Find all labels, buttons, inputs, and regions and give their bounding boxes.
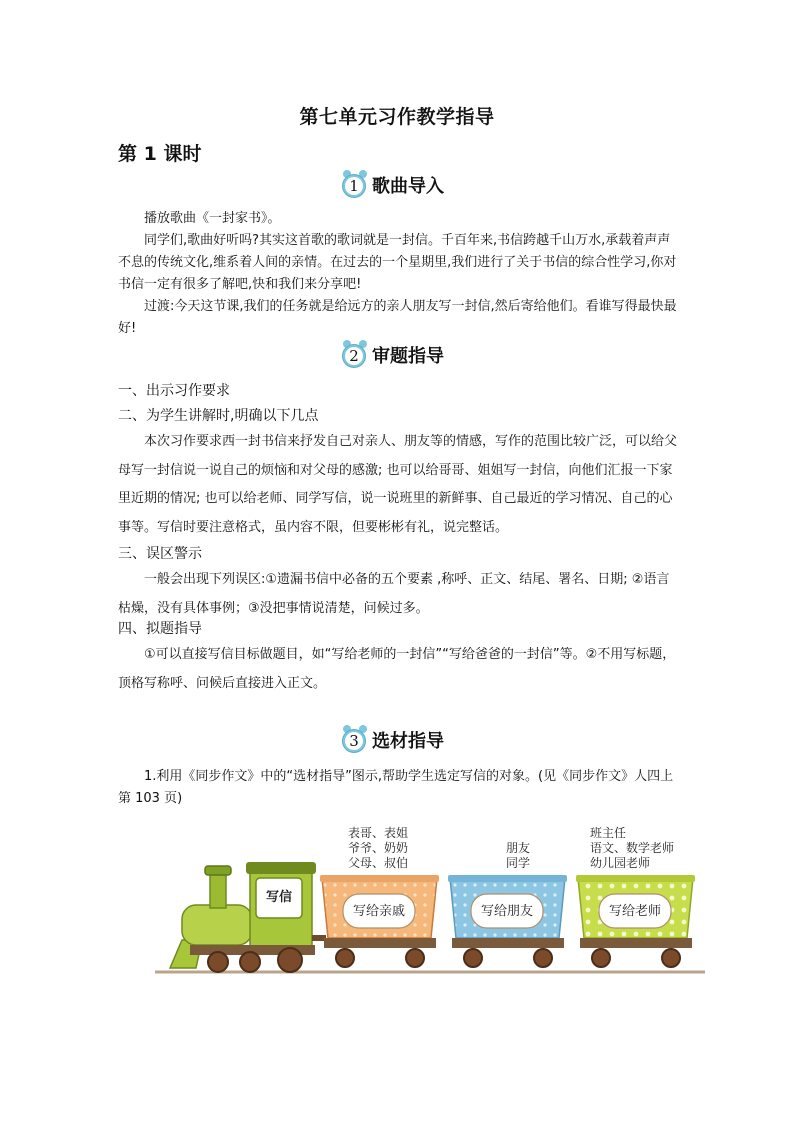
train-illustration — [150, 820, 710, 980]
section-title: 歌曲导入 — [372, 176, 444, 197]
intro-paragraph-1: 播放歌曲《一封家书》。 — [144, 211, 281, 226]
car-1-label: 写给亲戚 — [352, 904, 405, 919]
section-heading-review — [342, 340, 444, 370]
engine-icon — [170, 862, 326, 972]
car-1-icon — [320, 875, 439, 967]
number-badge-icon: 2 — [342, 343, 368, 367]
number-badge-icon: 3 — [342, 728, 368, 752]
number-badge-icon: 1 — [342, 173, 368, 197]
section-title: 选材指导 — [372, 731, 444, 752]
review-heading-3: 三、误区警示 — [118, 546, 202, 562]
review-heading-4: 四、拟题指导 — [118, 621, 202, 637]
review-paragraph-2: 本次习作要求西一封书信来抒发自己对亲人、朋友等的情感，写作的范围比较广泛，可以给父母写一封信说一说自己的烦恼和对父母的感激; 也可以给哥哥、姐姐写一封信，向他们汇报一下家里近期的情况; 也可以给老师、同学写信，说一说班里的新鲜事、自己最近的学习情况、自己的心事等。写信时要注意格式，虽内容不限，但要彬彬有礼，说完整话。 — [118, 434, 678, 535]
car-2-label: 写给朋友 — [480, 904, 533, 919]
intro-paragraph-3: 过渡:今天这节课,我们的任务就是给远方的亲人朋友写一封信,然后寄给他们。看谁写得最快最好! — [118, 299, 677, 336]
review-heading-2: 二、为学生讲解时,明确以下几点 — [118, 408, 319, 424]
engine-label: 写信 — [265, 890, 292, 905]
car-3-label: 写给老师 — [608, 904, 661, 919]
train-graphic — [150, 820, 710, 980]
document-title: 第七单元习作教学指导 — [299, 106, 495, 128]
material-paragraph-1: 1.利用《同步作文》中的“选材指导”图示,帮助学生选定写信的对象。(见《同步作文》人四上第 103 页) — [118, 769, 674, 806]
car-2-icon — [448, 875, 567, 967]
section-heading-song — [342, 170, 444, 200]
car-1-people: 表哥、表姐 爷爷、奶奶 父母、叔伯 — [348, 826, 409, 870]
review-heading-1: 一、出示习作要求 — [118, 383, 230, 399]
car-3-people: 班主任 语文、数学老师 幼儿园老师 — [590, 826, 675, 870]
car-2-people: 朋友 同学 — [505, 841, 530, 870]
intro-paragraph-2: 同学们,歌曲好听吗?其实这首歌的歌词就是一封信。千百年来,书信跨越千山万水,承载着声声不息的传统文化,维系着人间的亲情。在过去的一个星期里,我们进行了关于书信的综合性学习,你对书信一定有很多了解吧,快和我们来分享吧! — [118, 233, 677, 292]
lesson-heading: 第 1 课时 — [118, 143, 202, 165]
section-title: 审题指导 — [372, 346, 444, 367]
review-paragraph-4: ①可以直接写信目标做题目，如“写给老师的一封信”“写给爸爸的一封信”等。②不用写标题，顶格写称呼、问候后直接进入正文。 — [118, 647, 676, 691]
review-paragraph-3: 一般会出现下列误区:①遗漏书信中必备的五个要素 ,称呼、正文、结尾、署名、日期; ②语言枯燥，没有具体事例；③没把事情说清楚，问候过多。 — [118, 572, 670, 616]
car-3-icon — [576, 875, 695, 967]
section-heading-material — [342, 725, 444, 755]
